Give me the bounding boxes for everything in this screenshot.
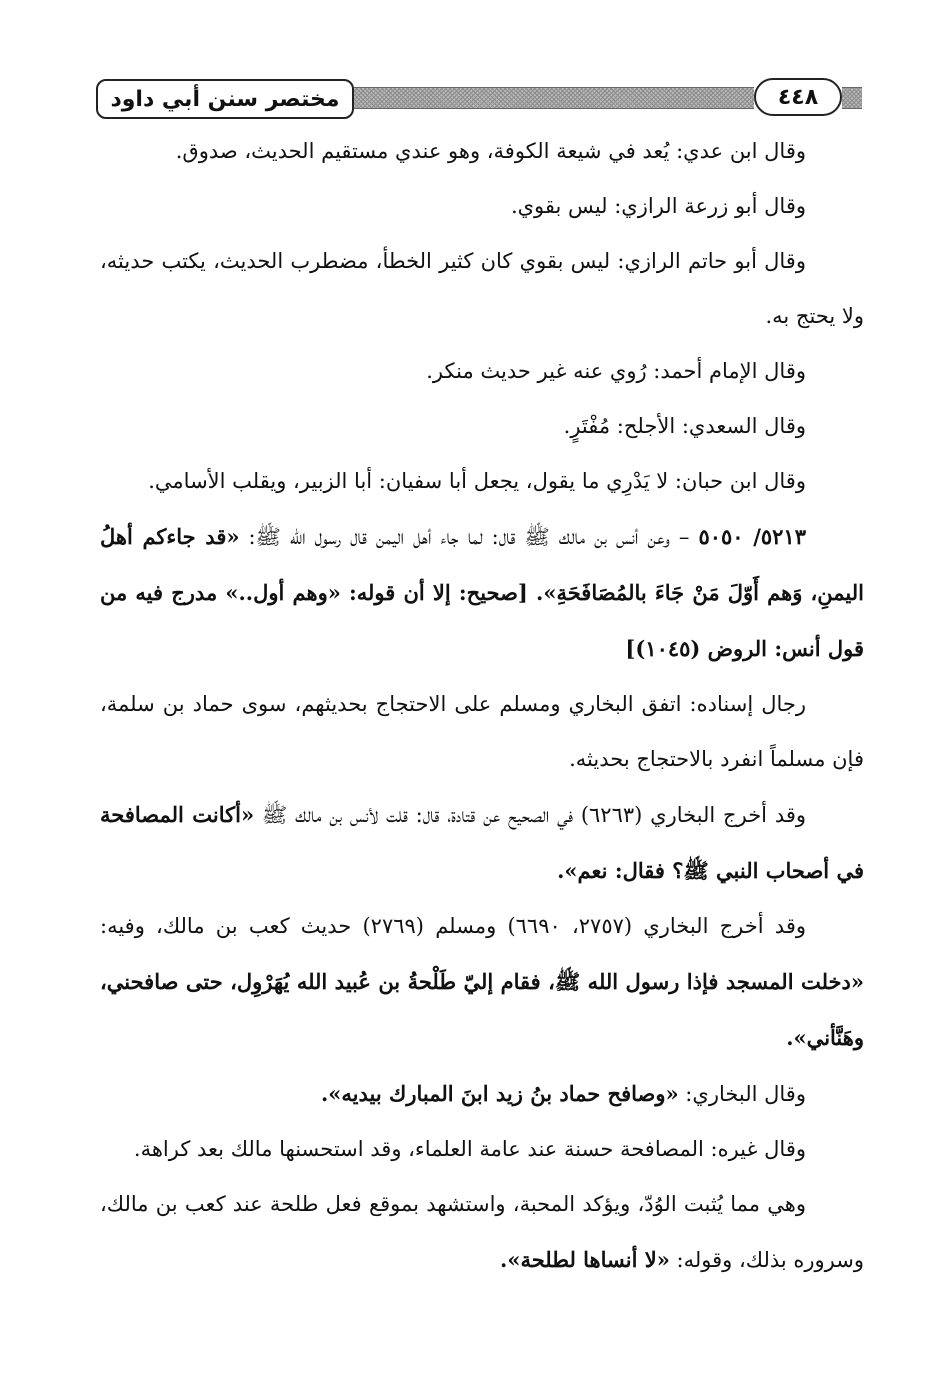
hadith-paragraph [100,509,864,677]
kaab-quote: «دخلت المسجد فإذا رسول الله ﷺ، فقام إليّ طَلْحةُ بن عُبيد الله يُهَرْوِل، حتى صافحني، وهَنَّأني». [100,969,864,1050]
paragraph-hammad [100,1066,864,1122]
hadith-text: «قد جاءكم أهلُ اليمنِ، وَهم أَوّلَ مَنْ جَاءَ بالمُصَافَحَةِ». [صحيح: إلا أن قوله: «وهم أول..» مدرج فيه من قول أنس: الروض (١٠٤٥)] [100,524,864,661]
hadith-number: ٥٢١٣/ ٥٠٥٠ [698,524,806,549]
paragraph-saadi: وقال السعدي: الأجلح: مُفْتَرٍ. [563,414,806,438]
paragraph-others: وقال غيره: المصافحة حسنة عند عامة العلماء، وقد استحسنها مالك بعد كراهة. [133,1137,806,1161]
bukhari-qatada-quote: «أكانت المصافحة في أصحاب النبي ﷺ؟ فقال: نعم». [100,802,864,883]
hadith-intro: – وعن أنس بن مالك ﷺ قال: لما جاء أهل اليمن قال رسول الله ﷺ: [239,525,699,549]
hammad-quote: «وصافح حماد بنُ زيد ابنَ المبارك بيديه». [320,1081,679,1106]
paragraph-kaab [100,899,864,1066]
header-ornament-band [354,87,754,109]
talha-text: وهي مما يُثبت الوُدّ، ويؤكد المحبة، واستشهد بموقع فعل طلحة عند كعب بن مالك، وسروره بذلك، وقوله: [100,1192,864,1272]
paragraph-abu-hatim: وقال أبو حاتم الرازي: ليس بقوي كان كثير الخطأ، مضطرب الحديث، يكتب حديثه، ولا يحتج به. [100,249,864,328]
paragraph-ibn-hibban: وقال ابن حبان: لا يَدْرِي ما يقول، يجعل أبا سفيان: أبا الزبير، ويقلب الأسامي. [148,469,806,493]
paragraph-ibn-adi: وقال ابن عدي: يُعد في شيعة الكوفة، وهو عندي مستقيم الحديث، صدوق. [175,139,806,163]
paragraph-talha [100,1177,864,1288]
page-header [0,0,942,140]
talha-quote: «لا أنساها لطلحة». [500,1247,670,1272]
page-body [100,124,864,1288]
paragraph-ahmad: وقال الإمام أحمد: رُوي عنه غير حديث منكر. [426,359,806,383]
header-ornament-band-end [842,87,862,109]
page-number: ٤٤٨ [754,78,842,116]
paragraph-bukhari-qatada [100,787,864,899]
hammad-text: وقال البخاري: [678,1082,806,1106]
paragraph-isnad: رجال إسناده: اتفق البخاري ومسلم على الاحتجاج بحديثهم، سوى حماد بن سلمة، فإن مسلماً انفرد بالاحتجاج بحديثه. [100,692,864,771]
paragraph-abu-zura: وقال أبو زرعة الرازي: ليس بقوي. [510,194,806,218]
bukhari-qatada-text: وقد أخرج البخاري (٦٢٦٣) في الصحيح عن قتادة، قال: قلت لأنس بن مالك ﷺ [254,803,807,827]
kaab-text: وقد أخرج البخاري (٢٧٥٧، ٦٦٩٠) ومسلم (٢٧٦٩) حديث كعب بن مالك، وفيه: [100,914,806,938]
book-title: مختصر سنن أبي داود [96,79,354,119]
